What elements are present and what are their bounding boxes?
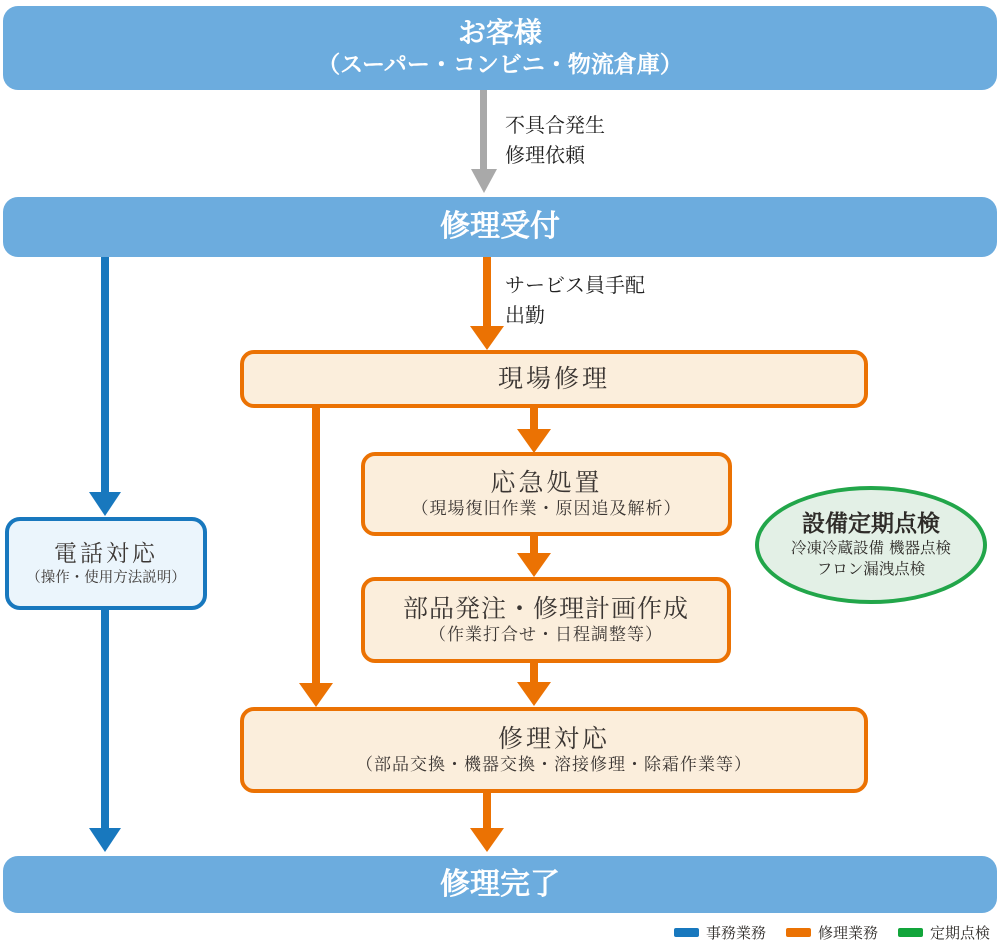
node-parts-order-title: 部品発注・修理計画作成	[402, 594, 689, 623]
node-phone-support-title: 電話対応	[54, 540, 158, 567]
connector-onsite-repairaction-arrowhead	[299, 683, 333, 707]
node-customer	[3, 6, 997, 90]
connector-repairaction-complete-arrowhead	[470, 828, 504, 852]
connector-customer-reception-arrowhead	[471, 169, 497, 193]
node-phone-support	[5, 517, 207, 610]
edge-label-line: 不具合発生	[505, 113, 605, 137]
node-repair-action	[240, 707, 868, 793]
connector-onsite-repairaction-line	[312, 408, 320, 684]
connector-emergency-parts-arrowhead	[517, 553, 551, 577]
legend-chip-repair	[786, 928, 811, 937]
edge-label-reception-onsite	[505, 270, 645, 330]
edge-label-line: サービス員手配	[505, 273, 645, 297]
legend-item-inspection	[898, 922, 990, 943]
node-repair-action-subtitle: （部品交換・機器交換・溶接修理・除霜作業等）	[356, 755, 752, 775]
connector-parts-repairaction-line	[530, 663, 538, 683]
node-periodic-inspection-line3: フロン漏洩点検	[816, 560, 926, 578]
node-customer-subtitle: （スーパー・コンビニ・物流倉庫）	[317, 52, 683, 78]
node-emergency	[361, 452, 732, 536]
legend-item-office	[674, 922, 766, 943]
node-parts-order	[361, 577, 731, 663]
legend-item-repair	[786, 922, 878, 943]
edge-label-line: 修理依頼	[505, 143, 585, 167]
legend-label-office: 事務業務	[705, 924, 766, 942]
node-periodic-inspection	[755, 486, 987, 604]
node-reception	[3, 197, 997, 257]
node-periodic-inspection-title: 設備定期点検	[802, 511, 940, 537]
node-onsite-repair	[240, 350, 868, 408]
legend-chip-office	[674, 928, 699, 937]
node-complete-title: 修理完了	[440, 866, 560, 902]
legend-label-repair: 修理業務	[817, 924, 878, 942]
connector-phone-complete-arrowhead	[89, 828, 121, 852]
connector-customer-reception-line	[480, 90, 487, 170]
connector-reception-phone-line	[101, 257, 109, 493]
node-emergency-subtitle: （現場復旧作業・原因追及解析）	[411, 499, 682, 519]
edge-label-line: 出勤	[505, 303, 545, 327]
connector-emergency-parts-line	[530, 536, 538, 554]
node-periodic-inspection-line2: 冷凍冷蔵設備 機器点検	[791, 539, 951, 557]
edge-label-customer-reception	[505, 110, 605, 170]
legend-chip-inspection	[898, 928, 923, 937]
connector-repairaction-complete-line	[483, 793, 491, 829]
node-onsite-repair-title: 現場修理	[497, 364, 610, 393]
node-parts-order-subtitle: （作業打合せ・日程調整等）	[429, 625, 663, 645]
node-customer-title: お客様	[457, 16, 542, 49]
node-complete	[3, 856, 997, 913]
connector-onsite-emergency-line	[530, 408, 538, 430]
connector-phone-complete-line	[101, 610, 109, 829]
node-repair-action-title: 修理対応	[497, 724, 610, 753]
node-reception-title: 修理受付	[440, 209, 560, 244]
node-phone-support-subtitle: （操作・使用方法説明）	[26, 569, 186, 586]
connector-reception-onsite-line	[483, 257, 491, 327]
node-emergency-title: 応急処置	[490, 468, 603, 497]
legend	[674, 922, 990, 943]
connector-reception-phone-arrowhead	[89, 492, 121, 516]
connector-parts-repairaction-arrowhead	[517, 682, 551, 706]
connector-reception-onsite-arrowhead	[470, 326, 504, 350]
legend-label-inspection: 定期点検	[929, 924, 990, 942]
connector-onsite-emergency-arrowhead	[517, 429, 551, 453]
